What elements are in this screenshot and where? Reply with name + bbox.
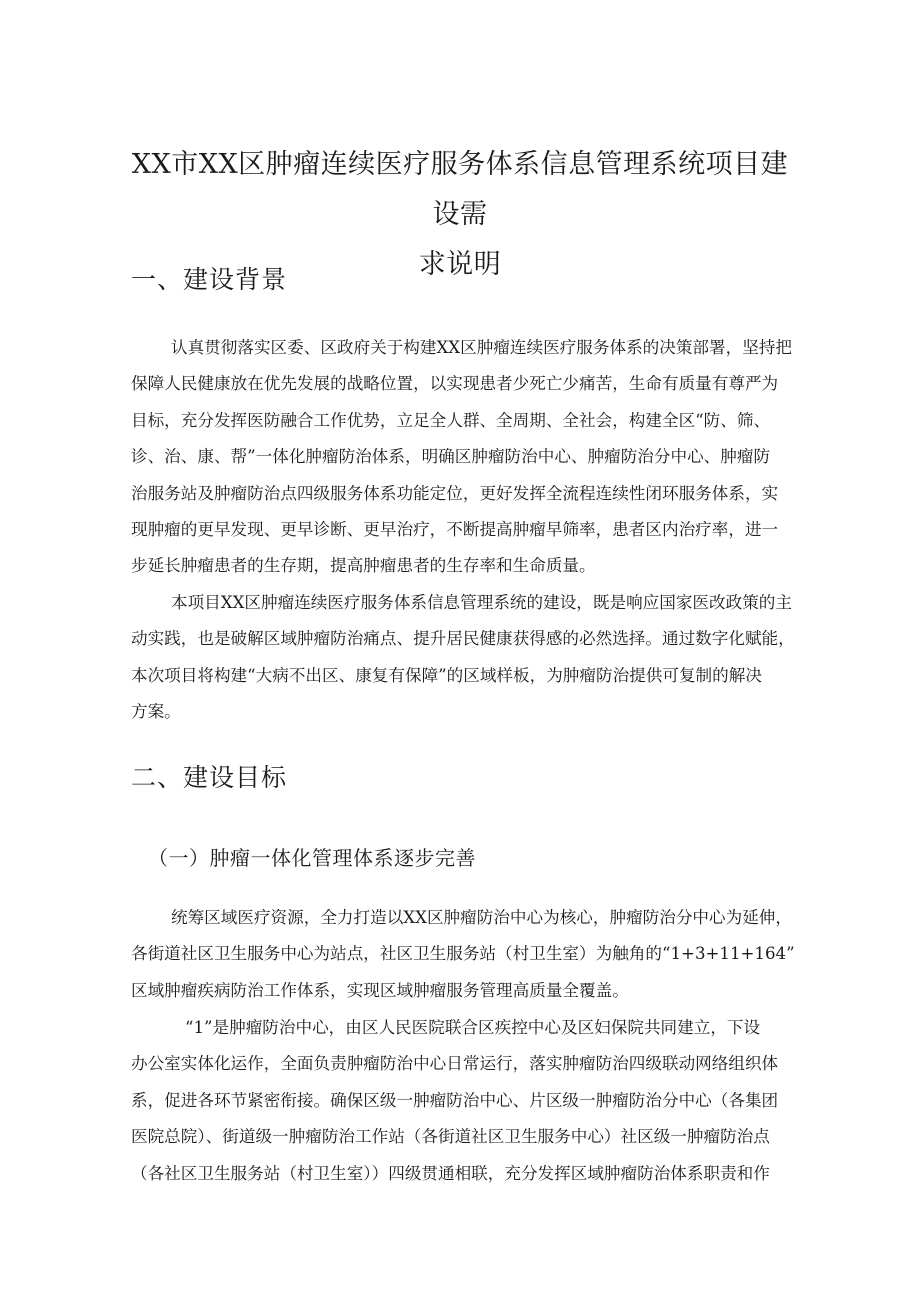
section-heading-goals: 二、建设目标	[131, 763, 288, 792]
paragraph-line: 治服务站及肿瘤防治点四级服务体系功能定位，更好发挥全流程连续性闭环服务体系，实	[131, 483, 779, 503]
document-title-line2: 求说明	[418, 249, 502, 280]
paragraph-line: 诊、治、康、帮”一体化肿瘤防治体系，明确区肿瘤防治中心、肿瘤防治分中心、肿瘤防	[131, 447, 771, 467]
document-title-line1: XX市XX区肿瘤连续医疗服务体系信息管理系统项目建设需	[131, 149, 789, 230]
paragraph-goals-1	[131, 900, 795, 1009]
paragraph-line: 医院总院）、街道级一肿瘤防治工作站（各街道社区卫生服务中心）社区级一肿瘤防治点	[131, 1127, 770, 1147]
paragraph-line: 保障人民健康放在优先发展的战略位置，以实现患者少死亡少痛苦，生命有质量有尊严为	[131, 374, 779, 394]
paragraph-line: 动实践，也是破解区域肿瘤防治痛点、提升居民健康获得感的必然选择。通过数字化赋能，	[131, 629, 795, 649]
paragraph-line: 目标，充分发挥医防融合工作优势，立足全人群、全周期、全社会，构建全区“防、筛、	[131, 410, 771, 430]
paragraph-line: 步延长肿瘤患者的生存期，提高肿瘤患者的生存率和生命质量。	[131, 556, 596, 576]
paragraph-line: 统筹区域医疗资源，全力打造以XX区肿瘤防治中心为核心，肿瘤防治分中心为延伸，	[171, 908, 792, 927]
paragraph-line: 系，促进各环节紧密衔接。确保区级一肿瘤防治中心、片区级一肿瘤防治分中心（各集团	[131, 1090, 779, 1110]
paragraph-line: 各街道社区卫生服务中心为站点，社区卫生服务站（村卫生室）为触角的“1+3+11+164”	[131, 944, 795, 964]
section-heading-background: 一、建设背景	[131, 265, 288, 294]
paragraph-background-2	[131, 585, 795, 731]
subsection-heading-management-system: （一）肿瘤一体化管理体系逐步完善	[148, 846, 476, 870]
paragraph-line: 本次项目将构建“大病不出区、康复有保障”的区域样板，为肿瘤防治提供可复制的解决	[131, 665, 762, 685]
paragraph-background-1	[131, 330, 795, 585]
paragraph-line: 本项目XX区肿瘤连续医疗服务体系信息管理系统的建设，既是响应国家医改政策的主	[171, 593, 792, 612]
paragraph-line: 区域肿瘤疾病防治工作体系，实现区域肿瘤服务管理高质量全覆盖。	[131, 980, 629, 1000]
paragraph-goals-2	[131, 1010, 795, 1192]
paragraph-line: “1”是肿瘤防治中心，由区人民医院联合区疾控中心及区妇保院共同建立，下设	[185, 1018, 761, 1037]
paragraph-line: （各社区卫生服务站（村卫生室））四级贯通相联，充分发挥区域肿瘤防治体系职责和作	[131, 1163, 770, 1183]
paragraph-line: 办公室实体化运作，全面负责肿瘤防治中心日常运行，落实肿瘤防治四级联动网络组织体	[131, 1054, 779, 1074]
paragraph-line: 方案。	[131, 702, 181, 722]
paragraph-line: 认真贯彻落实区委、区政府关于构建XX区肿瘤连续医疗服务体系的决策部署，坚持把	[171, 338, 792, 357]
paragraph-line: 现肿瘤的更早发现、更早诊断、更早治疗，不断提高肿瘤早筛率，患者区内治疗率，进一	[131, 520, 779, 540]
